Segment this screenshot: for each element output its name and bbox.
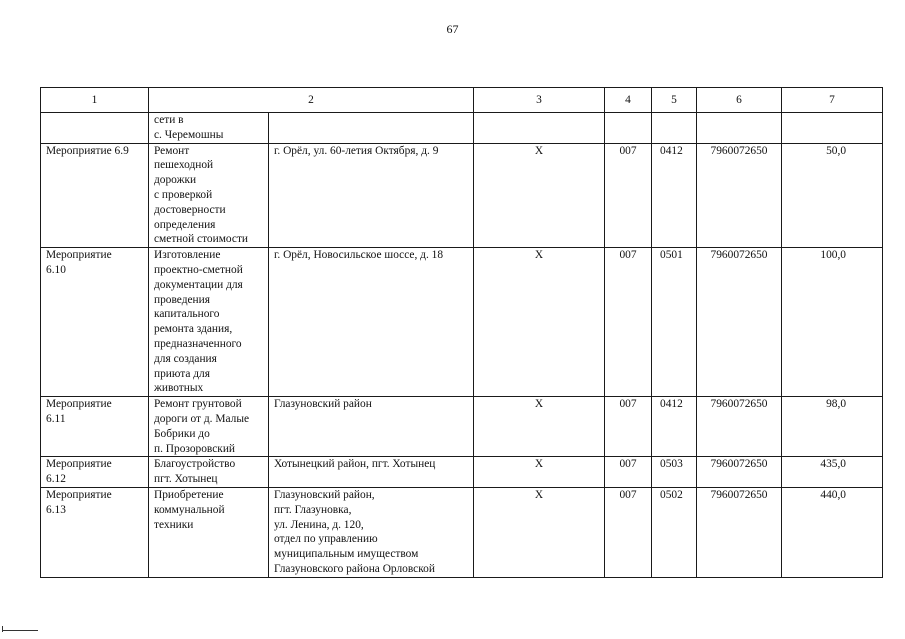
code-b-cell: 0503 [652,457,697,488]
amount-cell: 440,0 [782,487,883,577]
code-c-cell: 7960072650 [697,397,782,457]
header-cell: 7 [782,88,883,113]
table-header-row [41,88,883,113]
table-row [41,457,883,488]
mark-cell: Х [474,397,605,457]
code-b-cell: 0412 [652,143,697,248]
mark-cell: Х [474,487,605,577]
event-name-cell: Благоустройство пгт. Хотынец [149,457,269,488]
code-a-cell: 007 [605,143,652,248]
amount-cell: 435,0 [782,457,883,488]
address-cell: Хотынецкий район, пгт. Хотынец [269,457,474,488]
header-cell: 2 [149,88,474,113]
amount-cell: 100,0 [782,248,883,397]
code-b-cell: 0501 [652,248,697,397]
header-cell: 4 [605,88,652,113]
code-c-cell: 7960072650 [697,248,782,397]
event-cell: Мероприятие 6.13 [41,487,149,577]
mark-cell: Х [474,457,605,488]
event-cell [41,113,149,144]
scan-mark [0,628,40,632]
code-c-cell [697,113,782,144]
page-number: 67 [446,22,459,36]
event-cell: Мероприятие 6.10 [41,248,149,397]
code-c-cell: 7960072650 [697,143,782,248]
address-cell: Глазуновский район, пгт. Глазуновка, ул. Ленина, д. 120, отдел по управлению муниципальным имуществом Глазуновского района Орловской [269,487,474,577]
header-cell: 1 [41,88,149,113]
code-c-cell: 7960072650 [697,457,782,488]
code-a-cell: 007 [605,248,652,397]
code-b-cell: 0502 [652,487,697,577]
address-cell [269,113,474,144]
address-cell: г. Орёл, Новосильское шоссе, д. 18 [269,248,474,397]
address-cell: г. Орёл, ул. 60-летия Октября, д. 9 [269,143,474,248]
amount-cell: 98,0 [782,397,883,457]
table-row [41,248,883,397]
event-cell: Мероприятие 6.9 [41,143,149,248]
mark-cell: Х [474,143,605,248]
header-cell: 3 [474,88,605,113]
event-name-cell: Приобретение коммунальной техники [149,487,269,577]
code-b-cell: 0412 [652,397,697,457]
table-row [41,113,883,144]
event-name-cell: Изготовление проектно-сметной документации для проведения капитального ремонта здания, предназначенного для создания приюта для животных [149,248,269,397]
header-cell: 6 [697,88,782,113]
code-c-cell: 7960072650 [697,487,782,577]
table-body [41,113,883,578]
code-a-cell: 007 [605,487,652,577]
table-row [41,487,883,577]
amount-cell: 50,0 [782,143,883,248]
budget-table [40,87,883,578]
code-a-cell [605,113,652,144]
event-name-cell: сети в с. Черемошны [149,113,269,144]
mark-cell [474,113,605,144]
event-name-cell: Ремонт пешеходной дорожки с проверкой достоверности определения сметной стоимости [149,143,269,248]
amount-cell [782,113,883,144]
code-a-cell: 007 [605,457,652,488]
table-row [41,397,883,457]
event-name-cell: Ремонт грунтовой дороги от д. Малые Бобрики до п. Прозоровский [149,397,269,457]
address-cell: Глазуновский район [269,397,474,457]
code-a-cell: 007 [605,397,652,457]
code-b-cell [652,113,697,144]
event-cell: Мероприятие 6.11 [41,397,149,457]
event-cell: Мероприятие 6.12 [41,457,149,488]
mark-cell: Х [474,248,605,397]
header-cell: 5 [652,88,697,113]
table-row [41,143,883,248]
